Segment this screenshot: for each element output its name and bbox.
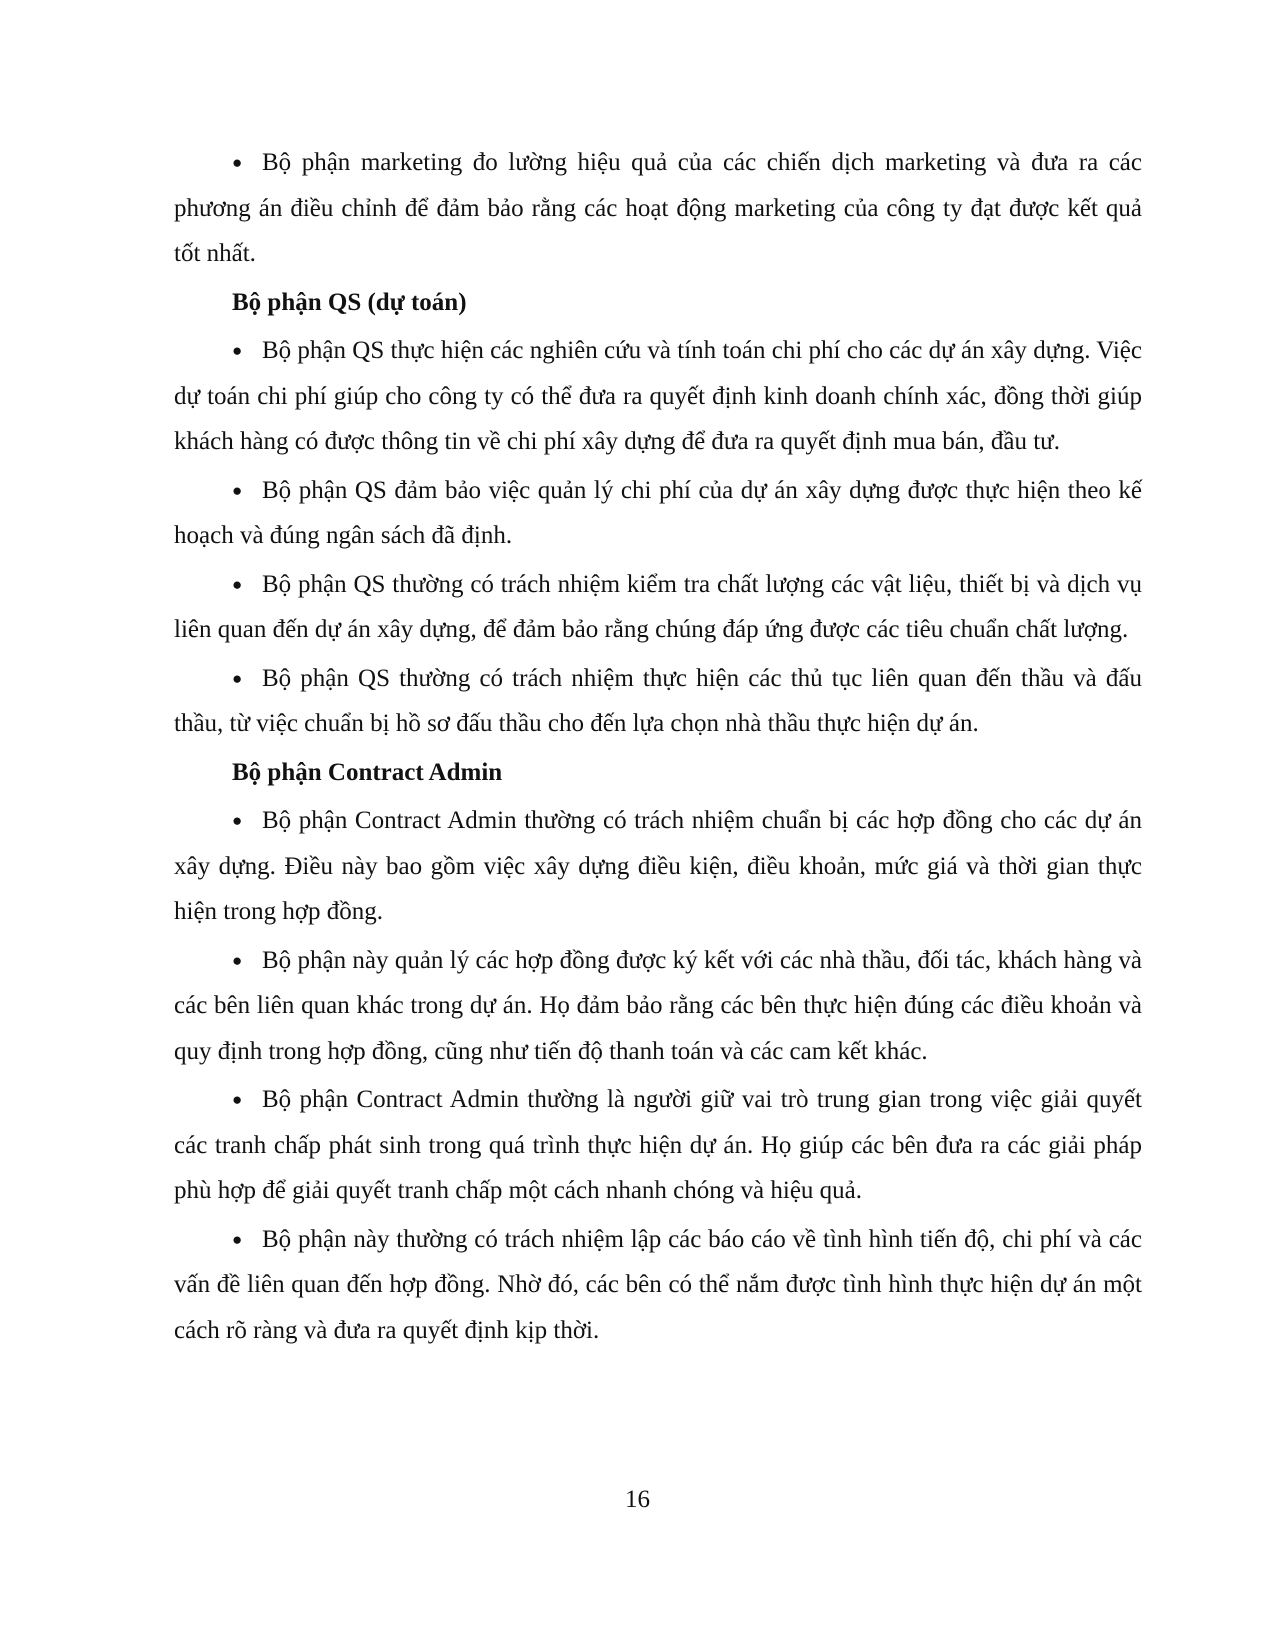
paragraph-text: Bộ phận Contract Admin thường có trách nhiệm chuẩn bị các hợp đồng cho các dự án xây dựng. Điều này bao gồm việc xây dựng điều kiện, điều khoản, mức giá và thời gian thực hiện trong hợp đồng. [174,807,1142,925]
bullet-paragraph [174,562,1142,653]
section-heading-contract-admin: Bộ phận Contract Admin [232,758,503,786]
bullet-paragraph [174,328,1142,465]
bullet-icon: ● [232,811,243,830]
bullet-icon: ● [232,1229,243,1249]
page-number: 16 [625,1486,650,1513]
bullet-paragraph [174,938,1142,1075]
section-heading-qs: Bộ phận QS (dự toán) [232,288,467,316]
paragraph-text: Bộ phận này thường có trách nhiệm lập các báo cáo về tình hình tiến độ, chi phí và các vấn đề liên quan đến hợp đồng. Nhờ đó, các bên có thể nắm được tình hình thực hiện dự án một cách rõ ràng và đưa ra quyết định kịp thời. [174,1225,1142,1344]
bullet-icon: ● [232,341,243,360]
bullet-paragraph [174,468,1142,559]
bullet-paragraph [174,140,1142,277]
paragraph-text: Bộ phận Contract Admin thường là người giữ vai trò trung gian trong việc giải quyết các tranh chấp phát sinh trong quá trình thực hiện dự án. Họ giúp các bên đưa ra các giải pháp phù hợp để giải quyết tranh chấp một cách nhanh chóng và hiệu quả. [174,1086,1142,1204]
bullet-icon: ● [232,153,243,172]
bullet-icon: ● [232,480,243,500]
paragraph-text: Bộ phận QS thực hiện các nghiên cứu và tính toán chi phí cho các dự án xây dựng. Việc dự toán chi phí giúp cho công ty có thể đưa ra quyết định kinh doanh chính xác, đồng thời giúp khách hàng có được thông tin về chi phí xây dựng để đưa ra quyết định mua bán, đầu tư. [174,337,1142,455]
page-body [174,140,1142,1356]
paragraph-text: Bộ phận QS thường có trách nhiệm kiểm tra chất lượng các vật liệu, thiết bị và dịch vụ liên quan đến dự án xây dựng, để đảm bảo rằng chúng đáp ứng được các tiêu chuẩn chất lượng. [174,570,1142,643]
bullet-paragraph [174,1217,1142,1354]
bullet-paragraph [174,798,1142,935]
bullet-icon: ● [232,1090,243,1109]
paragraph-text: Bộ phận QS đảm bảo việc quản lý chi phí của dự án xây dựng được thực hiện theo kế hoạch và đúng ngân sách đã định. [174,476,1142,549]
bullet-paragraph [174,656,1142,747]
bullet-icon: ● [232,574,243,594]
bullet-icon: ● [232,950,243,970]
bullet-icon: ● [232,668,243,688]
paragraph-text: Bộ phận QS thường có trách nhiệm thực hiện các thủ tục liên quan đến thầu và đấu thầu, từ việc chuẩn bị hồ sơ đấu thầu cho đến lựa chọn nhà thầu thực hiện dự án. [174,664,1142,737]
paragraph-text: Bộ phận này quản lý các hợp đồng được ký kết với các nhà thầu, đối tác, khách hàng và các bên liên quan khác trong dự án. Họ đảm bảo rằng các bên thực hiện đúng các điều khoản và quy định trong hợp đồng, cũng như tiến độ thanh toán và các cam kết khác. [174,946,1142,1065]
bullet-paragraph [174,1077,1142,1214]
paragraph-text: Bộ phận marketing đo lường hiệu quả của các chiến dịch marketing và đưa ra các phương án điều chỉnh để đảm bảo rằng các hoạt động marketing của công ty đạt được kết quả tốt nhất. [174,149,1142,267]
